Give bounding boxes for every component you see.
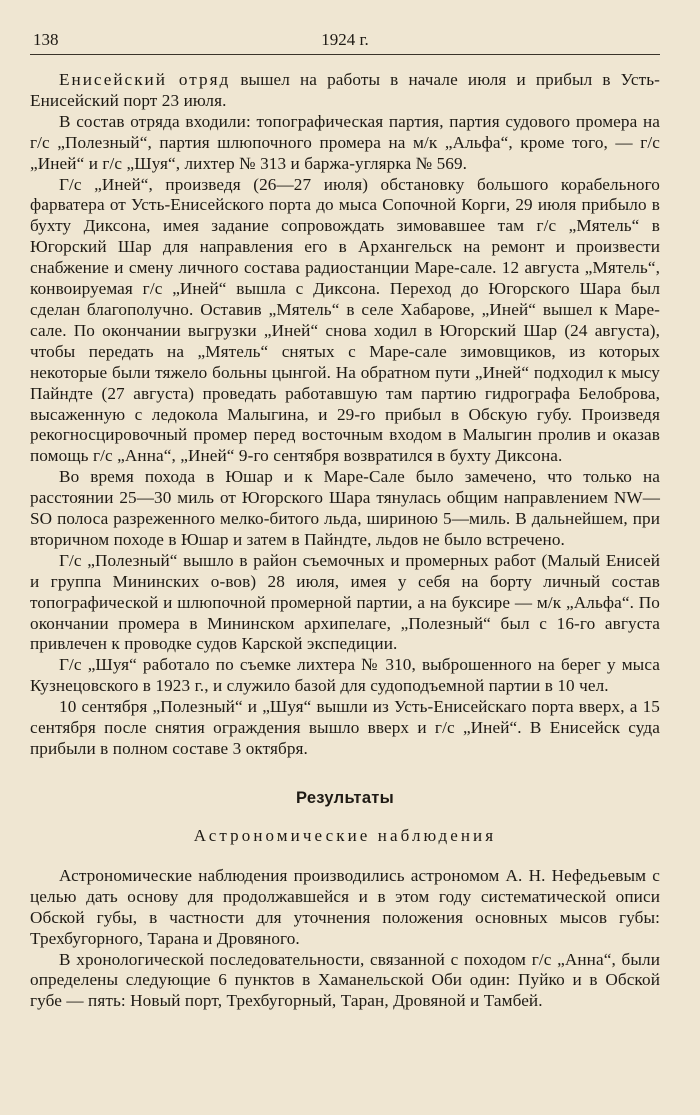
paragraph: Г/с „Иней“, произведя (26—27 июля) обстановку большого корабельного фарватера от Усть-Енисейского порта до мыса Сопочной Корги, 29 июля прибыло в бухту Диксона, имея задание сопровождать зимовавшее там г/с „Мятель“ в Югорский Шар для направления его в Архангельск на ремонт и произвести снабжение и смену личного состава радиостанции Маре-сале. 12 августа „Мятель“, конвоируемая г/с „Иней“ вышла с Диксона. Переход до Югорского Шара был сделан благополучно. Оставив „Мятель“ в селе Хабарове, „Иней“ вышел к Маре-сале. По окончании выгрузки „Иней“ снова ходил в Югорский Шар (24 августа), чтобы передать на „Мятель“ снятых с Маре-сале зимовщиков, из которых некоторые были тяжело больны цынгой. На обратном пути „Иней“ подходил к мысу Пайндте (27 августа) проведать работавшую там партию гидрографа Белоброва, высаженную с ледокола Малыгина, и 29-го прибыл в Обскую губу. Произведя рекогносцировочный промер перед восточным входом в Малыгин пролив и оказав помощь г/с „Анна“, „Иней“ 9-го сентября возвратился в бухту Диксона.: [30, 174, 660, 466]
paragraph: Г/с „Полезный“ вышло в район съемочных и промерных работ (Малый Енисей и группа Мининских о-вов) 28 июля, имея у себя на борту личный состав топографической и шлюпочной промерной партии, а на буксире — м/к „Альфа“. По окончании промера в Мининском архипелаге, „Полезный“ был с 16-го августа привлечен к проводке судов Карской экспедиции.: [30, 550, 660, 654]
intro-rest: вышел на работы в начале июля и прибыл в Усть-Енисейский порт 23 июля.: [30, 70, 660, 110]
paragraph: Астрономические наблюдения производились астрономом А. Н. Нефедьевым с целью дать основу для продолжавшейся и в этом году систематической описи Обской губы, в частности для уточнения положения основных мысов губы: Трехбугорного, Тарана и Дровяного.: [30, 865, 660, 948]
header-rule: [30, 54, 660, 55]
subsection-title: Астрономические наблюдения: [193, 825, 497, 845]
page-header: [30, 24, 660, 50]
paragraph: Г/с „Шуя“ работало по съемке лихтера № 310, выброшенного на берег у мыса Кузнецовского в 1923 г., и служило базой для судоподъемной партии в 10 чел.: [30, 655, 660, 696]
intro-lead: Енисейский отряд: [59, 70, 231, 89]
page-number: 138: [33, 30, 59, 49]
page-body: [30, 70, 660, 1012]
running-head: 1924 г.: [321, 30, 369, 49]
section-title: Результаты: [295, 788, 395, 807]
paragraph: В хронологической последовательности, связанной с походом г/с „Анна“, были определены следующие 6 пунктов в Хаманельской Оби один: Пуйко и в Обской губе — пять: Новый порт, Трехбугорный, Таран, Дровяной и Тамбей.: [30, 949, 660, 1011]
paragraph-intro: [30, 70, 660, 112]
paragraph: Во время похода в Юшар и к Маре-Сале было замечено, что только на расстоянии 25—30 миль от Югорского Шара тянулась общим направлением NW—SO полоса разреженного мелко-битого льда, шириною 5—миль. В дальнейшем, при вторичном походе в Юшар и затем в Пайндте, льдов не было встречено.: [30, 467, 660, 549]
paragraph: В состав отряда входили: топографическая партия, партия судового промера на г/с „Полезный“, партия шлюпочного промера на м/к „Альфа“, кроме того, — г/с „Иней“ и г/с „Шуя“, лихтер № 313 и баржа-углярка № 569.: [30, 111, 660, 173]
paragraph: 10 сентября „Полезный“ и „Шуя“ вышли из Усть-Енисейскаго порта вверх, а 15 сентября после снятия ограждения вышло вверх и г/с „Иней“. В Енисейск суда прибыли в полном составе 3 октября.: [30, 697, 660, 758]
